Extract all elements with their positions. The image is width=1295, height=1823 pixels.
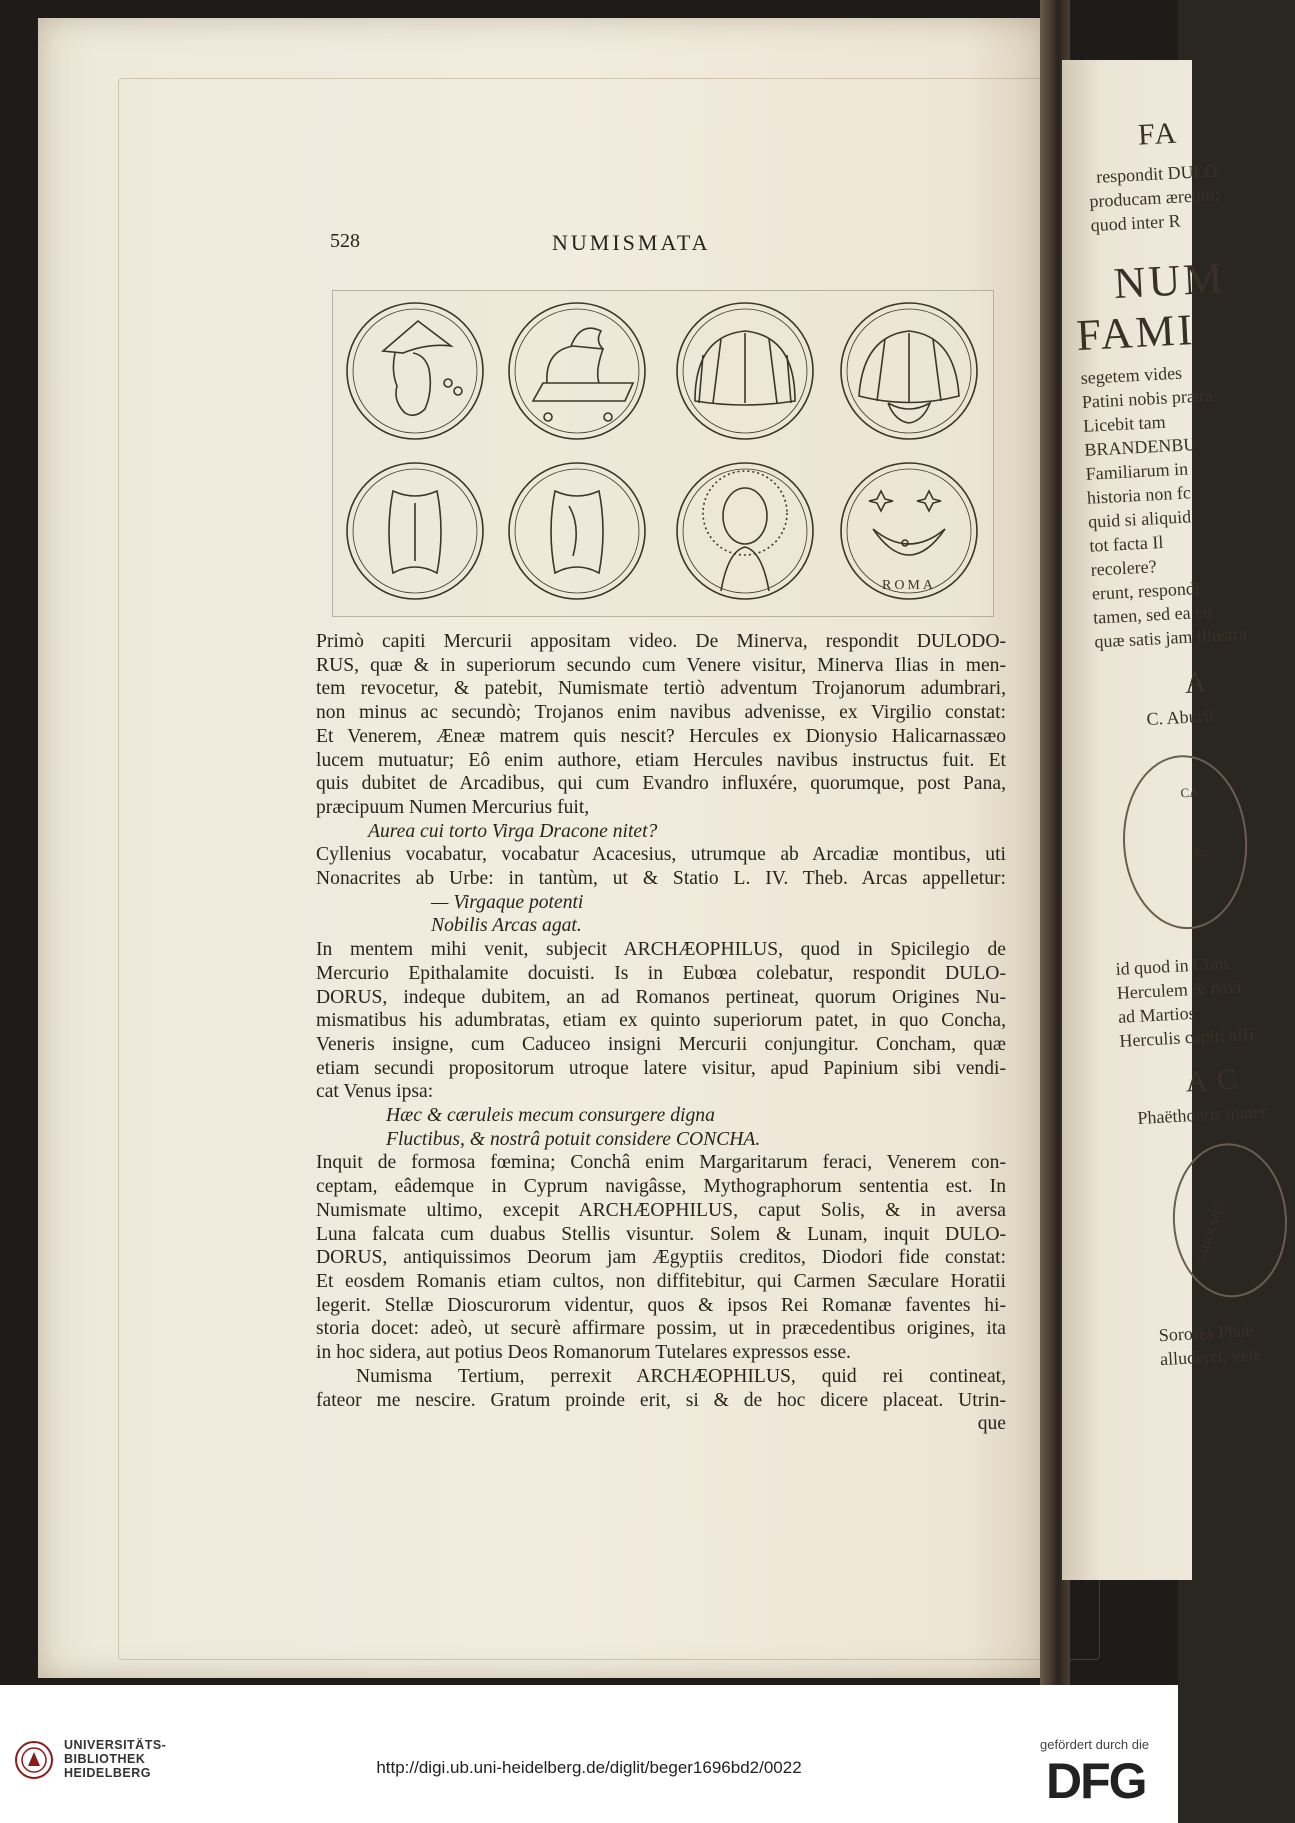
facing-line: NUM bbox=[1112, 253, 1227, 309]
facing-line: quod inter R bbox=[1090, 210, 1182, 236]
facing-line: historia non fc bbox=[1086, 482, 1192, 508]
funded-by-label: gefördert durch die bbox=[1040, 1737, 1150, 1752]
facing-coin bbox=[1119, 752, 1252, 932]
text-line: Numisma Tertium, perrexit ARCHÆOPHILUS, quid rei contineat, bbox=[356, 1365, 1006, 1387]
facing-line: id quod in Com bbox=[1115, 953, 1229, 979]
text-line: storia docet: adeò, ut securè affirmare possim, ut in præcedentibus origines, ita bbox=[316, 1318, 1006, 1340]
text-line: fateor me nescire. Gratum proinde erit, si & de hoc dicere placeat. Utrin- bbox=[316, 1389, 1006, 1411]
text-line: legerit. Stellæ Dioscurorum videntur, quos & ipsos Rei Romanæ faventes hi- bbox=[316, 1294, 1006, 1316]
text-line: Veneris insigne, cum Caduceo insigni Mercurii conjungitur. Concham, quæ bbox=[316, 1033, 1006, 1055]
facing-line: A C bbox=[1184, 1062, 1240, 1099]
facing-line: Familiarum in bbox=[1085, 458, 1189, 484]
source-url-link[interactable]: http://digi.ub.uni-heidelberg.de/diglit/beger1696bd2/0022 bbox=[376, 1758, 802, 1777]
coin-7-sun-head bbox=[677, 463, 813, 599]
running-head bbox=[330, 230, 1010, 260]
facing-line: C. Aburii bbox=[1146, 705, 1215, 729]
facing-line: LAGOLEIUS bbox=[1194, 1197, 1228, 1266]
facing-line: tamen, sed ea cu bbox=[1092, 601, 1213, 628]
facing-coin bbox=[1169, 1140, 1291, 1300]
text-line: Luna falcata cum duabus Stellis visuntur. Solem & Lunam, inquit DULO- bbox=[316, 1223, 1006, 1245]
text-line: cat Venus ipsa: bbox=[316, 1081, 434, 1103]
text-line: Et eosdem Romanis etiam cultos, non diffitebitur, qui Carmen Sæculare Horatii bbox=[316, 1270, 1006, 1292]
verse-line: — Virgaque potenti bbox=[431, 891, 584, 913]
coin-5-knucklebone bbox=[347, 463, 483, 599]
text-line: Nonacrites ab Urbe: in tantùm, ut & Statio L. IV. Theb. Arcas appelletur: bbox=[316, 868, 1006, 890]
facing-line: producam æreum; bbox=[1088, 184, 1221, 212]
institution-line: UNIVERSITÄTS- bbox=[64, 1738, 167, 1752]
text-line: etiam secundi propositorum utroque latere visitur, apud Papinium sibi vendi- bbox=[316, 1057, 1006, 1079]
facing-line: erunt, respondi bbox=[1091, 578, 1201, 604]
facing-line: quid si aliquid bbox=[1087, 506, 1192, 532]
text-line: Cyllenius vocabatur, vocabatur Acacesius, utrumque ab Arcadiæ montibus, uti bbox=[316, 844, 1006, 866]
text-line: quis dubitet de Arcadibus, qui cum Evandro influxére, quorumque, post Pana, bbox=[316, 773, 1006, 795]
coin-6-knucklebone bbox=[509, 463, 645, 599]
coin-3-shell bbox=[677, 303, 813, 439]
verse-line: Aurea cui torto Virga Dracone nitet? bbox=[368, 820, 658, 842]
text-line: ceptam, eâdemque in Cyprum navigâsse, Mythographorum sententia est. In bbox=[316, 1176, 1006, 1198]
text-line: tem revocetur, & patebit, Numismate tertiò adventum Trojanorum adumbrari, bbox=[316, 678, 1006, 700]
facing-line: Licebit tam bbox=[1082, 411, 1167, 436]
facing-line: FAMI bbox=[1075, 304, 1197, 361]
facing-line: Patini nobis præra bbox=[1081, 385, 1214, 412]
text-line: In mentem mihi venit, subjecit ARCHÆOPHILUS, quod in Spicilegio de bbox=[316, 939, 1006, 961]
text-line: in hoc sidera, aut potius Deos Romanorum Tutelares expressos esse. bbox=[316, 1342, 851, 1364]
text-line: non minus ac secundò; Trojanos enim navibus advenisse, ex Virgilio constat: bbox=[316, 702, 1006, 724]
text-line: mismatibus his adumbratas, etiam ex quinto superiorum patet, in quo Concha, bbox=[316, 1010, 1006, 1032]
facing-line: tot facta Il bbox=[1088, 531, 1164, 556]
facing-line: quæ satis jam illustra bbox=[1093, 623, 1248, 652]
coin-plate bbox=[332, 290, 994, 617]
facing-line: BRANDENBU bbox=[1083, 434, 1197, 460]
body-text bbox=[316, 630, 1006, 1436]
text-line: Mercurio Epithalamite docuisti. Is in Eubœa colebatur, respondit DULO- bbox=[316, 962, 1006, 984]
facing-line: respondit DULO bbox=[1095, 160, 1218, 187]
facing-line: recolere? bbox=[1090, 556, 1158, 580]
facing-line: FA bbox=[1137, 116, 1179, 152]
facing-line: A bbox=[1183, 665, 1210, 700]
text-line: præcipuum Numen Mercurius fuit, bbox=[316, 796, 590, 818]
page-header-title: NUMISMATA bbox=[552, 230, 711, 255]
text-line: RUS, quæ & in superiorum secundo cum Venere visitur, Minerva Ilias in men- bbox=[316, 654, 1006, 676]
coin-2-ship-prow bbox=[509, 303, 645, 439]
facing-line: alluderet, vete bbox=[1159, 1343, 1263, 1370]
institution-line: HEIDELBERG bbox=[64, 1766, 151, 1780]
text-line: Numismate ultimo, excepit ARCHÆOPHILUS, caput Solis, & in aversa bbox=[316, 1199, 1006, 1221]
facing-line: Sorores Phaë bbox=[1158, 1320, 1254, 1346]
coin-1-mercury-head bbox=[347, 303, 483, 439]
page-number: 528 bbox=[330, 230, 360, 252]
coin-legend: ROMA bbox=[881, 578, 937, 593]
facing-page bbox=[1062, 60, 1268, 1580]
verse-line: Hæc & cæruleis mecum consurgere digna bbox=[386, 1105, 715, 1127]
facing-line: ad Martios bbox=[1117, 1002, 1197, 1027]
dfg-logo: DFG bbox=[1046, 1753, 1146, 1809]
text-line: Et Venerem, Æneæ matrem quis nescit? Hercules ex Dionysio Halicarnassæo bbox=[316, 725, 1006, 747]
text-line: DORUS, indeque dubitem, an ad Romanos pertineat, quorum Origines Nu- bbox=[316, 986, 1006, 1008]
facing-line: CA bbox=[1180, 784, 1199, 801]
text-line: Inquit de formosa fœmina; Conchâ enim Margaritarum feraci, Venerem con- bbox=[316, 1152, 1006, 1174]
coin-engraving bbox=[333, 291, 993, 616]
facing-line: Ro bbox=[1193, 843, 1210, 860]
text-line: DORUS, antiquissimos Deorum jam Ægyptiis creditos, Diodori fide constat: bbox=[316, 1247, 1006, 1269]
verse-line: Fluctibus, & nostrâ potuit considere CONCHA. bbox=[386, 1128, 761, 1150]
facing-line: Herculem & navi bbox=[1116, 976, 1243, 1003]
text-line: Primò capiti Mercurii appositam video. De Minerva, respondit DULODO- bbox=[316, 631, 1006, 652]
footer-bar bbox=[0, 1685, 1178, 1823]
institution-line: BIBLIOTHEK bbox=[64, 1752, 146, 1766]
verse-line: Nobilis Arcas agat. bbox=[431, 915, 582, 937]
facing-line: Phaëthontis mater bbox=[1136, 1101, 1268, 1129]
catchword: que bbox=[977, 1413, 1006, 1435]
facing-line: Herculis capiti affi bbox=[1118, 1023, 1255, 1051]
facing-line: segetem vides bbox=[1080, 362, 1183, 388]
text-line: lucem mutuatur; Eô enim authore, etiam Hercules navibus instructus fuit. Et bbox=[316, 749, 1006, 771]
coin-4-shell bbox=[841, 303, 977, 439]
